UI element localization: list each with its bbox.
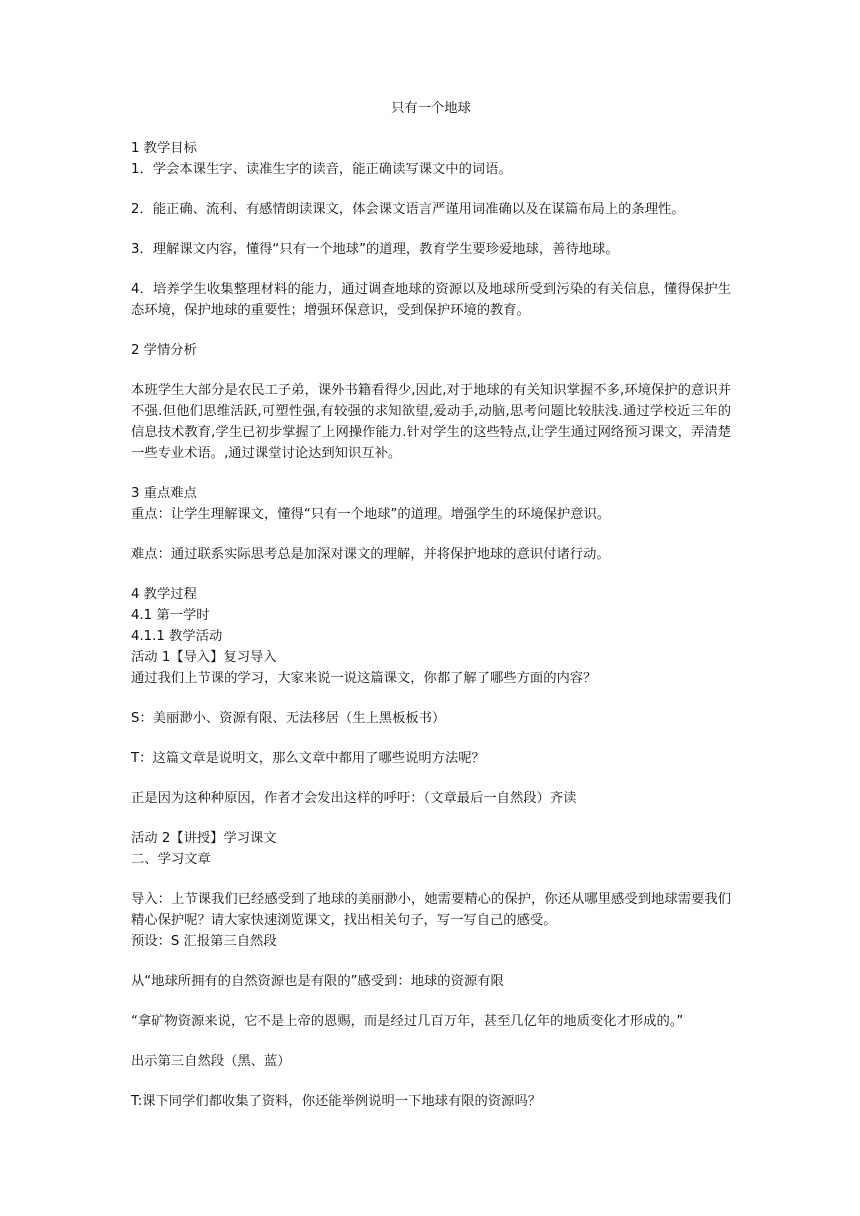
activity-1-heading: 活动 1【导入】复习导入	[131, 650, 277, 665]
section-heading-process: 4 教学过程	[131, 587, 197, 602]
activity-1-paragraph-1: 通过我们上节课的学习，大家来说一说这篇课文，你都了解了哪些方面的内容？	[131, 671, 597, 686]
activity-2-paragraph-3: 从“地球所拥有的自然资源也是有限的”感受到：地球的资源有限	[131, 974, 504, 989]
analysis-paragraph: 本班学生大部分是农民工子弟，课外书籍看得少,因此,对于地球的有关知识掌握不多,环境保护的意识并不强.但他们思维活跃,可塑性强,有较强的求知欲望,爱动手,动脑,思考问题比较肤浅.通过学校近三年的信息技术教育,学生已初步掌握了上网操作能力.针对学生的这些特点,让学生通过网络预习课文，弄清楚一些专业术语。,通过课堂讨论达到知识互补。	[131, 383, 731, 461]
activity-2-paragraph-5: 出示第三自然段（黑、蓝）	[131, 1054, 291, 1069]
objective-4: 4．培养学生收集整理材料的能力，通过调查地球的资源以及地球所受到污染的有关信息，懂得保护生态环境，保护地球的重要性；增强环保意识，受到保护环境的教育。	[131, 282, 731, 318]
objective-1: 1．学会本课生字、读准生字的读音，能正确读写课文中的词语。	[131, 162, 512, 177]
document-title: 只有一个地球	[391, 101, 471, 116]
activity-1-paragraph-4: 正是因为这种种原因，作者才会发出这样的呼吁：（文章最后一自然段）齐读	[131, 791, 577, 806]
section-heading-objectives: 1 教学目标	[131, 141, 197, 156]
subsection-heading-activities: 4.1.1 教学活动	[131, 629, 223, 644]
section-heading-analysis: 2 学情分析	[131, 343, 197, 358]
activity-2-heading: 活动 2【讲授】学习课文	[131, 831, 277, 846]
activity-2-paragraph-1: 导入：上节课我们已经感受到了地球的美丽渺小，她需要精心的保护，你还从哪里感受到地球需要我们精心保护呢？请大家快速浏览课文，找出相关句子，写一写自己的感受。	[131, 892, 731, 928]
activity-2-paragraph-6: T:课下同学们都收集了资料，你还能举例说明一下地球有限的资源吗？	[131, 1094, 542, 1109]
section-heading-keypoints: 3 重点难点	[131, 486, 197, 501]
activity-1-paragraph-3: T：这篇文章是说明文，那么文章中都用了哪些说明方法呢？	[131, 751, 485, 766]
activity-2-paragraph-2: 预设：S 汇报第三自然段	[131, 934, 277, 949]
activity-2-paragraph-4: “拿矿物资源来说，它不是上帝的恩赐，而是经过几百万年，甚至几亿年的地质变化才形成的。”	[131, 1014, 684, 1029]
activity-1-paragraph-2: S：美丽渺小、资源有限、无法移居（生上黑板板书）	[131, 711, 446, 726]
objective-3: 3．理解课文内容，懂得“只有一个地球”的道理，教育学生要珍爱地球，善待地球。	[131, 242, 619, 257]
document-body	[131, 98, 731, 1112]
objective-2: 2．能正确、流利、有感情朗读课文，体会课文语言严谨用词准确以及在谋篇布局上的条理性。	[131, 202, 685, 217]
keypoint-difficulty: 难点：通过联系实际思考总是加深对课文的理解，并将保护地球的意识付诸行动。	[131, 547, 610, 562]
subsection-heading-lesson1: 4.1 第一学时	[131, 608, 210, 623]
keypoint-focus: 重点：让学生理解课文，懂得“只有一个地球”的道理。增强学生的环境保护意识。	[131, 507, 611, 522]
activity-2-subheading: 二、学习文章	[131, 852, 211, 867]
